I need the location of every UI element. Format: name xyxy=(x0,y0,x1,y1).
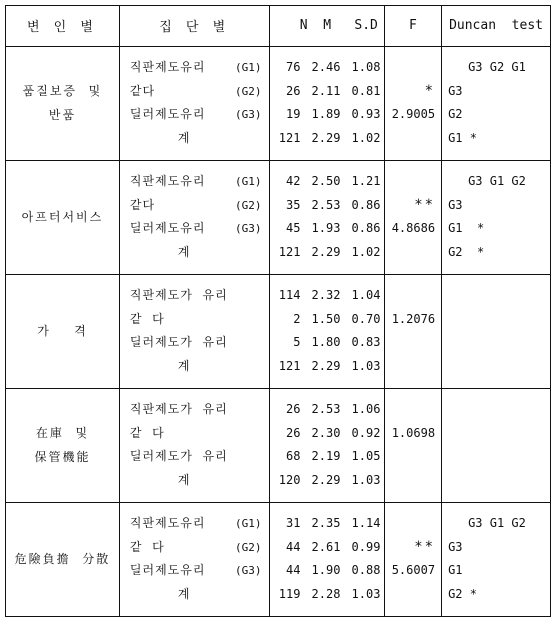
stat-sd: 1.03 xyxy=(351,586,381,601)
stat-m: 2.29 xyxy=(311,244,341,259)
stat-m: 2.29 xyxy=(311,130,341,145)
group-line xyxy=(120,284,270,308)
total-label: 계 xyxy=(177,244,191,259)
stats-line xyxy=(270,56,383,80)
group-name: 딜러제도가 유리 xyxy=(129,335,228,349)
header-sd-label: S.D xyxy=(354,18,378,34)
stat-n: 114 xyxy=(278,288,301,302)
group-code xyxy=(261,422,269,446)
header-variable: 변 인 별 xyxy=(6,6,119,46)
duncan-line: G2 xyxy=(448,107,463,121)
stat-n: 5 xyxy=(293,335,301,349)
group-name: 딜러제도유리 xyxy=(129,107,206,121)
group-name: 딜러제도가 유리 xyxy=(129,449,228,463)
group-line xyxy=(120,583,270,607)
stat-m: 2.11 xyxy=(311,83,341,98)
group-code: (G3) xyxy=(234,564,262,578)
group-code xyxy=(261,127,269,151)
group-cell xyxy=(119,46,270,160)
stat-m: 2.30 xyxy=(311,425,341,440)
stat-sd: 0.70 xyxy=(351,311,381,326)
duncan-line xyxy=(442,331,550,355)
variable-label: 保管機能 xyxy=(34,450,91,464)
stat-sd: 0.99 xyxy=(351,539,381,554)
f-value xyxy=(385,241,441,265)
stat-sd: 0.92 xyxy=(351,425,381,440)
group-line xyxy=(120,308,270,332)
group-name: 같 다 xyxy=(129,539,165,554)
duncan-line: G3 G1 G2 xyxy=(468,174,526,188)
stats-line xyxy=(270,355,383,379)
variable-label: 아프터서비스 xyxy=(21,210,104,224)
stat-sd: 1.14 xyxy=(351,516,381,531)
stat-n: 31 xyxy=(286,516,301,531)
duncan-cell xyxy=(442,274,550,388)
variable-cell xyxy=(6,502,119,616)
f-value: 2.9005 xyxy=(391,107,436,121)
stat-m: 1.90 xyxy=(311,563,341,578)
group-line xyxy=(120,56,270,80)
stats-line xyxy=(270,469,383,493)
f-cell xyxy=(384,388,441,502)
group-line xyxy=(120,536,270,560)
duncan-line xyxy=(442,445,550,469)
stats-line xyxy=(270,422,383,446)
group-code xyxy=(261,308,269,332)
stat-n: 26 xyxy=(286,83,301,98)
stats-line xyxy=(270,536,383,560)
group-code: (G3) xyxy=(234,108,262,121)
group-line xyxy=(120,217,270,241)
group-line xyxy=(120,170,270,194)
stats-line xyxy=(270,217,383,241)
duncan-line: G3 G2 G1 xyxy=(468,60,526,74)
stats-cell xyxy=(270,46,384,160)
stat-m: 2.50 xyxy=(311,174,341,188)
stats-line xyxy=(270,331,383,355)
group-name: 같다 xyxy=(129,83,156,98)
stat-m: 1.50 xyxy=(311,311,341,326)
duncan-cell xyxy=(442,502,550,616)
duncan-line xyxy=(442,398,550,422)
group-name: 같 다 xyxy=(129,425,165,440)
stats-line xyxy=(270,583,383,607)
header-group: 집 단 별 xyxy=(119,6,270,46)
section-row xyxy=(6,502,550,616)
duncan-line: G1 xyxy=(448,563,463,578)
variable-label: 반품 xyxy=(48,108,77,122)
stats-line xyxy=(270,284,383,308)
stats-cell xyxy=(270,388,384,502)
stat-sd: 0.83 xyxy=(351,335,381,349)
group-cell xyxy=(119,274,270,388)
duncan-line: G2 * xyxy=(448,586,477,601)
stat-sd: 0.88 xyxy=(351,563,381,578)
group-code: (G3) xyxy=(234,222,262,235)
stats-line xyxy=(270,241,383,265)
duncan-line: G3 xyxy=(448,197,463,212)
f-value: ** xyxy=(414,538,436,555)
stats-line xyxy=(270,80,383,104)
variable-cell xyxy=(6,274,119,388)
total-label: 계 xyxy=(177,130,191,145)
group-code: (G2) xyxy=(234,84,262,98)
stat-sd: 1.03 xyxy=(351,472,381,487)
stat-sd: 1.21 xyxy=(351,174,381,188)
stat-n: 119 xyxy=(278,586,301,601)
f-value: ** xyxy=(414,196,436,213)
group-code xyxy=(261,469,269,493)
header-n-m xyxy=(270,6,384,46)
stat-m: 2.35 xyxy=(311,516,341,531)
f-value xyxy=(385,56,441,80)
stat-m: 2.53 xyxy=(311,197,341,212)
f-value xyxy=(385,127,441,151)
stat-sd: 1.02 xyxy=(351,244,381,259)
f-value: 1.0698 xyxy=(391,425,436,440)
f-value xyxy=(385,355,441,379)
f-value xyxy=(385,284,441,308)
duncan-cell xyxy=(442,46,550,160)
variable-label: 품질보증 및 xyxy=(22,84,103,98)
duncan-line: G3 G1 G2 xyxy=(468,516,526,531)
stat-m: 2.61 xyxy=(311,539,341,554)
f-value: 5.6007 xyxy=(391,563,436,578)
group-code xyxy=(261,583,269,607)
group-code xyxy=(261,331,269,355)
stat-m: 2.19 xyxy=(311,449,341,463)
stat-n: 44 xyxy=(286,539,301,554)
duncan-anova-table xyxy=(5,5,551,617)
stats-cell xyxy=(270,160,384,274)
stat-n: 45 xyxy=(286,221,301,235)
duncan-line xyxy=(442,355,550,379)
group-line xyxy=(120,422,270,446)
stats-line xyxy=(270,103,383,127)
f-value xyxy=(385,331,441,355)
group-name: 직판제도유리 xyxy=(129,174,206,188)
section-row xyxy=(6,274,550,388)
group-code xyxy=(261,241,269,265)
group-code: (G2) xyxy=(234,198,262,212)
variable-label: 가 격 xyxy=(37,324,88,338)
group-code xyxy=(261,445,269,469)
stats-line xyxy=(270,308,383,332)
stats-line xyxy=(270,170,383,194)
stat-sd: 1.06 xyxy=(351,402,381,416)
stat-sd: 0.86 xyxy=(351,197,381,212)
stat-sd: 1.08 xyxy=(351,60,381,74)
stat-n: 2 xyxy=(293,311,301,326)
f-value xyxy=(385,445,441,469)
group-code: (G1) xyxy=(234,175,262,188)
total-label: 계 xyxy=(177,586,191,601)
header-duncan: Duncan test xyxy=(442,6,550,46)
section-row xyxy=(6,160,550,274)
duncan-line: G1 * xyxy=(448,221,485,235)
stat-sd: 0.93 xyxy=(351,107,381,121)
stat-sd: 1.02 xyxy=(351,130,381,145)
stats-line xyxy=(270,398,383,422)
stat-n: 121 xyxy=(278,358,301,373)
group-code: (G1) xyxy=(234,61,262,74)
duncan-line: G1 * xyxy=(448,130,477,145)
group-code xyxy=(261,355,269,379)
group-name: 직판제도유리 xyxy=(129,516,206,531)
stat-m: 2.29 xyxy=(311,358,341,373)
f-value xyxy=(385,469,441,493)
stat-n: 26 xyxy=(286,402,301,416)
stat-n: 42 xyxy=(286,174,301,188)
results-table xyxy=(6,6,550,616)
f-value: 1.2076 xyxy=(391,311,436,326)
group-name: 딜러제도유리 xyxy=(129,563,206,578)
stats-line xyxy=(270,512,383,536)
f-cell xyxy=(384,502,441,616)
stat-n: 44 xyxy=(286,563,301,578)
stat-m: 2.32 xyxy=(311,288,341,302)
stat-sd: 0.86 xyxy=(351,221,381,235)
stats-line xyxy=(270,559,383,583)
group-code: (G2) xyxy=(234,540,262,554)
group-line xyxy=(120,127,270,151)
header-row xyxy=(6,6,550,46)
duncan-cell xyxy=(442,388,550,502)
f-value xyxy=(385,398,441,422)
group-line xyxy=(120,80,270,104)
stat-sd: 0.81 xyxy=(351,83,381,98)
duncan-line xyxy=(442,284,550,308)
stats-cell xyxy=(270,502,384,616)
stats-line xyxy=(270,127,383,151)
stat-m: 2.28 xyxy=(311,586,341,601)
duncan-cell xyxy=(442,160,550,274)
duncan-line: G3 xyxy=(448,83,463,98)
stat-sd: 1.03 xyxy=(351,358,381,373)
variable-label: 危險負擔 分散 xyxy=(14,552,111,567)
section-row xyxy=(6,46,550,160)
group-line xyxy=(120,331,270,355)
group-name: 직판제도가 유리 xyxy=(129,402,228,416)
group-line xyxy=(120,445,270,469)
group-code: (G1) xyxy=(234,517,262,531)
duncan-line xyxy=(442,469,550,493)
duncan-line xyxy=(442,422,550,446)
group-line xyxy=(120,194,270,218)
f-cell xyxy=(384,46,441,160)
total-label: 계 xyxy=(177,472,191,487)
f-value: 4.8686 xyxy=(391,221,436,235)
group-name: 직판제도유리 xyxy=(129,60,206,74)
group-line xyxy=(120,355,270,379)
variable-cell xyxy=(6,46,119,160)
f-cell xyxy=(384,274,441,388)
group-name: 같다 xyxy=(129,197,156,212)
variable-label: 在庫 및 xyxy=(35,426,90,440)
f-value xyxy=(385,170,441,194)
stat-m: 1.93 xyxy=(311,221,341,235)
group-line xyxy=(120,512,270,536)
group-code xyxy=(261,284,269,308)
group-name: 같 다 xyxy=(129,311,165,326)
group-cell xyxy=(119,502,270,616)
group-name: 딜러제도유리 xyxy=(129,221,206,235)
group-code xyxy=(261,398,269,422)
group-name: 직판제도가 유리 xyxy=(129,288,228,302)
variable-cell xyxy=(6,388,119,502)
section-row xyxy=(6,388,550,502)
stat-n: 26 xyxy=(286,425,301,440)
duncan-line: G3 xyxy=(448,539,463,554)
variable-cell xyxy=(6,160,119,274)
f-cell xyxy=(384,160,441,274)
stats-line xyxy=(270,445,383,469)
stats-cell xyxy=(270,274,384,388)
stat-sd: 1.05 xyxy=(351,449,381,463)
stat-n: 76 xyxy=(286,60,301,74)
total-label: 계 xyxy=(177,358,191,373)
duncan-line xyxy=(442,308,550,332)
header-f: F xyxy=(384,6,441,46)
group-line xyxy=(120,559,270,583)
duncan-line: G2 * xyxy=(448,244,485,259)
f-value xyxy=(385,583,441,607)
stat-n: 120 xyxy=(278,472,301,487)
group-cell xyxy=(119,160,270,274)
f-value xyxy=(385,512,441,536)
group-cell xyxy=(119,388,270,502)
stat-sd: 1.04 xyxy=(351,288,381,302)
stat-m: 2.46 xyxy=(311,60,341,74)
stat-n: 68 xyxy=(286,449,301,463)
stats-line xyxy=(270,194,383,218)
stat-m: 1.80 xyxy=(311,335,341,349)
f-value: * xyxy=(424,82,436,99)
group-line xyxy=(120,469,270,493)
group-line xyxy=(120,398,270,422)
stat-m: 2.29 xyxy=(311,472,341,487)
stat-n: 121 xyxy=(278,244,301,259)
stat-m: 2.53 xyxy=(311,402,341,416)
stat-m: 1.89 xyxy=(311,107,341,121)
group-line xyxy=(120,103,270,127)
stat-n: 19 xyxy=(286,107,301,121)
stat-n: 121 xyxy=(278,130,301,145)
group-line xyxy=(120,241,270,265)
stat-n: 35 xyxy=(286,197,301,212)
header-n-m-label: N M xyxy=(299,18,332,34)
